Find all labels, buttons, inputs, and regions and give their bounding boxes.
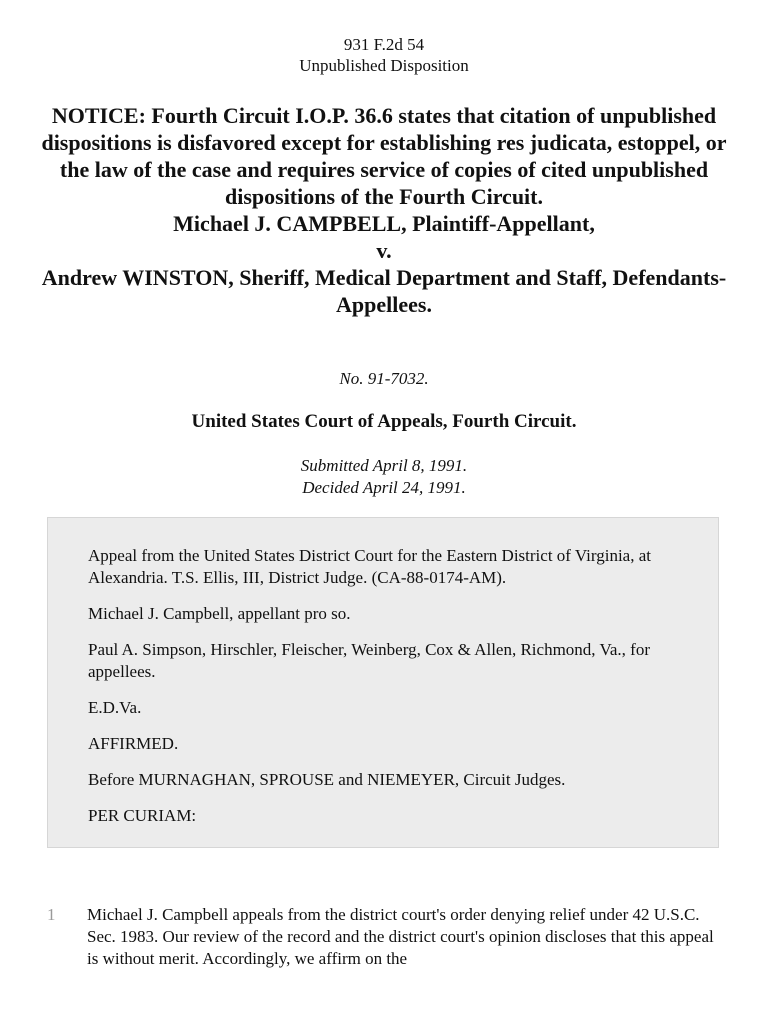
judges-panel: Before MURNAGHAN, SPROUSE and NIEMEYER, Circuit Judges. xyxy=(88,770,566,789)
case-title xyxy=(40,102,728,318)
case-info-box xyxy=(47,517,719,848)
plaintiff-name: Michael J. CAMPBELL, Plaintiff-Appellant, xyxy=(173,211,595,236)
versus-label: v. xyxy=(376,238,392,263)
decided-date: Decided April 24, 1991. xyxy=(302,478,466,497)
document-header xyxy=(0,34,768,76)
per-curiam-label: PER CURIAM: xyxy=(88,806,197,825)
district-abbrev: E.D.Va. xyxy=(88,698,142,717)
paragraph-number: 1 xyxy=(47,905,56,924)
disposition-label: Unpublished Disposition xyxy=(299,56,469,75)
appeal-info: Appeal from the United States District Court for the Eastern District of Virginia, at Alexandria. T.S. Ellis, III, District Judge. (CA-88-0174-AM). xyxy=(88,546,652,587)
paragraph-text: Michael J. Campbell appeals from the district court's order denying relief under 42 U.S.C. Sec. 1983. Our review of the record and the district court's opinion discloses that this appeal is without merit. Accordingly, we affirm on the xyxy=(87,905,714,968)
notice-text: NOTICE: Fourth Circuit I.O.P. 36.6 states that citation of unpublished dispositions is disfavored except for establishing res judicata, estoppel, or the law of the case and requires service of copies of cited unpublished dispositions of the Fourth Circuit. xyxy=(41,103,727,209)
court-name: United States Court of Appeals, Fourth Circuit. xyxy=(191,411,577,432)
case-result: AFFIRMED. xyxy=(88,734,179,753)
docket-number: No. 91-7032. xyxy=(339,369,429,388)
submitted-date: Submitted April 8, 1991. xyxy=(300,456,468,475)
defendants-name: Andrew WINSTON, Sheriff, Medical Department and Staff, Defendants-Appellees. xyxy=(41,265,727,317)
appellant-counsel: Michael J. Campbell, appellant pro so. xyxy=(88,604,351,623)
case-dates xyxy=(0,455,768,499)
appellee-counsel: Paul A. Simpson, Hirschler, Fleischer, Weinberg, Cox & Allen, Richmond, Va., for appellees. xyxy=(88,640,651,681)
citation: 931 F.2d 54 xyxy=(343,35,425,54)
